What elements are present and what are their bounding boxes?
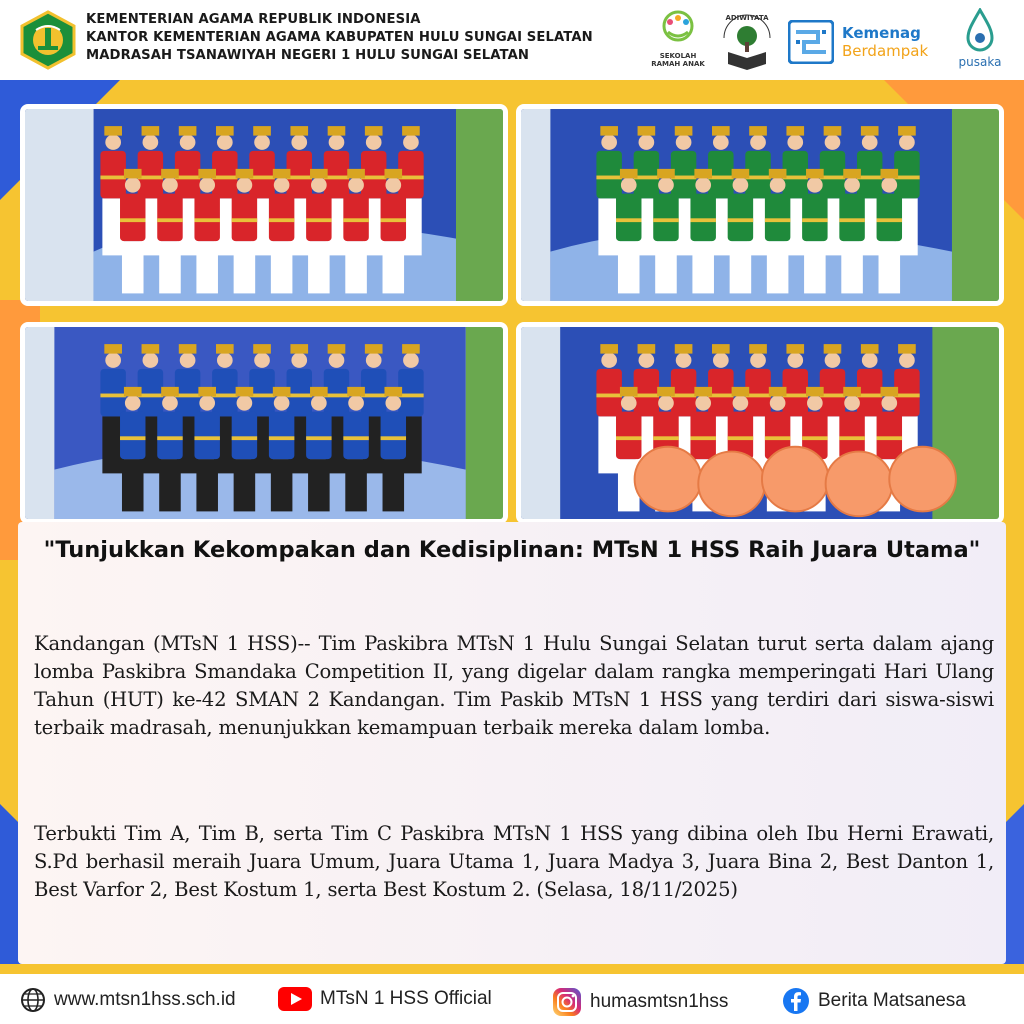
water-drop-icon	[964, 8, 996, 52]
globe-icon	[20, 987, 46, 1013]
kemenag-logo-icon	[18, 10, 78, 70]
adiwiyata-logo	[718, 8, 776, 74]
adiwiyata-label: ADIWIYATA	[725, 14, 769, 22]
umbrella-prop	[889, 447, 956, 512]
berdampak-mark-icon	[788, 20, 834, 64]
umbrella-prop	[762, 447, 829, 512]
instagram-text: humasmtsn1hss	[590, 991, 729, 1012]
kemenag-berdampak-logo	[788, 20, 948, 64]
pusaka-label: pusaka	[958, 55, 1002, 69]
sra-caption-1: SEKOLAH	[659, 52, 697, 60]
facebook-text: Berita Matsanesa	[818, 990, 966, 1011]
header-ministry: KEMENTERIAN AGAMA REPUBLIK INDONESIA	[86, 12, 421, 27]
umbrella-prop	[635, 447, 702, 512]
footer-bar	[0, 974, 1024, 1024]
sekolah-ramah-anak-logo	[650, 8, 706, 68]
website-text: www.mtsn1hss.sch.id	[54, 989, 236, 1010]
team-blue-photo-icon	[25, 327, 503, 519]
footer-instagram[interactable]	[552, 987, 728, 1017]
sra-caption-2: RAMAH ANAK	[651, 60, 705, 68]
youtube-icon	[278, 987, 312, 1011]
umbrella-prop	[826, 452, 893, 517]
article-paragraph-1: Kandangan (MTsN 1 HSS)-- Tim Paskibra MTsN 1 Hulu Sungai Selatan turut serta dalam ajang lomba Paskibra Smandaka Competition II, yang digelar dalam rangka memperingati Hari Ulang Tahun (HUT) ke-42 SMAN 2 Kandangan. Tim Paskib MTsN 1 HSS yang terdiri dari siswa-siswi terbaik madrasah, menunjukkan kemampuan terbaik mereka dalam lomba.	[34, 632, 994, 739]
photo-team-green	[516, 104, 1004, 306]
footer-website[interactable]	[20, 987, 236, 1013]
berdampak-label: Berdampak	[842, 42, 929, 60]
youtube-text: MTsN 1 HSS Official	[320, 988, 492, 1009]
photo-team-blue	[20, 322, 508, 524]
header-office: KANTOR KEMENTERIAN AGAMA KABUPATEN HULU SUNGAI SELATAN	[86, 30, 593, 45]
header-school: MADRASAH TSANAWIYAH NEGERI 1 HULU SUNGAI SELATAN	[86, 48, 530, 63]
photo-team-red	[20, 104, 508, 306]
kemenag-label: Kemenag	[842, 24, 921, 42]
instagram-icon	[552, 987, 582, 1017]
tree-book-icon	[718, 8, 776, 70]
footer-facebook[interactable]	[782, 987, 966, 1015]
team-red-photo-icon	[25, 109, 503, 301]
article-paragraph-2: Terbukti Tim A, Tim B, serta Tim C Paskibra MTsN 1 HSS yang dibina oleh Ibu Herni Erawati, S.Pd berhasil meraih Juara Umum, Juara Utama 1, Juara Madya 3, Juara Bina 2, Best Danton 1, Best Varfor 2, Best Kostum 1, serta Best Kostum 2. (Selasa, 18/11/2025)	[34, 822, 994, 901]
facebook-icon	[782, 987, 810, 1015]
photo-team-red-umbrella	[516, 322, 1004, 524]
team-green-photo-icon	[521, 109, 999, 301]
article-headline: "Tunjukkan Kekompakan dan Kedisiplinan: MTsN 1 HSS Raih Juara Utama"	[43, 537, 981, 563]
header-bar	[0, 0, 1024, 80]
team-red-umbrella-photo-icon	[521, 327, 999, 519]
umbrella-prop	[698, 452, 765, 517]
child-friendly-school-icon	[650, 8, 706, 48]
pusaka-logo	[952, 8, 1008, 68]
footer-youtube[interactable]	[278, 987, 492, 1011]
